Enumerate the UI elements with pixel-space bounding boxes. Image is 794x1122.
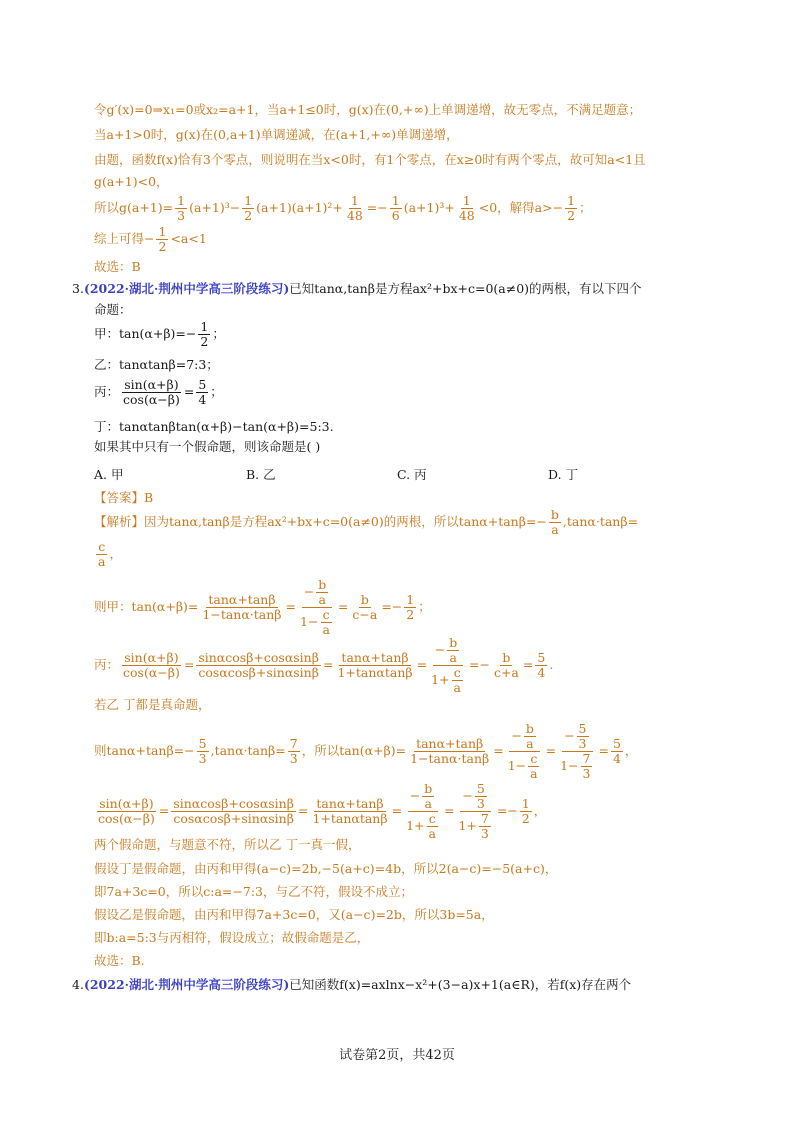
option-b[interactable]: B. 乙 [246, 467, 276, 482]
option-c[interactable]: C. 丙 [397, 467, 427, 482]
analysis-line: $\frac{c}{a}$ ， [98, 539, 122, 569]
analysis-line: 则甲：tan(α+β)= $\frac{\tan\alpha+\tan\beta}{1-\tan\alpha\cdot\tan\beta}$ = − $\frac{b}{a}$ 1− $\frac{c}{a}$ = $\frac{b}{c-a}$ =− $\frac{1}{2}$ ； [94, 577, 431, 637]
analysis-line: 假设丁是假命题，由丙和甲得(a−c)=2b,−5(a+c)=4b，所以2(a−c)=−5(a+c)， [94, 861, 558, 876]
solution-line: 综上可得− $\frac{1}{2}$ <a<1 [94, 224, 207, 254]
solution-line: 所以g(a+1)= $\frac{1}{3}$ (a+1)³− $\frac{1}{2}$ (a+1)(a+1)²+ $\frac{1}{48}$ =− $\frac{1}{6}$ (a+1)³+ $\frac{1}{48}$ <0，解得a>− $\frac{1}{2}$ ； [94, 193, 592, 223]
analysis-line: 若乙 丁都是真命题， [94, 697, 211, 712]
option-d[interactable]: D. 丁 [548, 467, 579, 482]
question-source: (2022·湖北·荆州中学高三阶段练习) [83, 977, 290, 992]
solution-line: 令g′(x)=0⇒x₁=0或x₂=a+1，当a+1≤0时，g(x)在(0,+∞)上单调递增，故无零点，不满足题意； [94, 102, 642, 117]
solution-line: g(a+1)<0， [94, 174, 169, 189]
analysis-line: 即7a+3c=0，所以c:a=−7:3，与乙不符，假设不成立； [94, 884, 413, 899]
analysis-line: 即b:a=5:3与丙相符，假设成立；故假命题是乙， [94, 930, 370, 945]
proposition-yi: 乙：tanαtanβ=7:3； [94, 357, 219, 372]
analysis-line: $\frac{\sin(\alpha+\beta)}{\cos(\alpha-\beta)}$ = $\frac{\sin\alpha\cos\beta+\cos\alpha\sin\beta}{\cos\alpha\cos\beta+\sin\alpha\sin\beta}$ = $\frac{\tan\alpha+\tan\beta}{1+\tan\alpha\tan\beta}$ = − $\frac{b}{a}$ 1+ $\frac{c}{a}$ = − $\frac{5}{3}$ 1+ $\frac{7}{3}$ =− $\frac{1}{2}$ ， [98, 781, 547, 841]
question-3-stem: 3.(2022·湖北·荆州中学高三阶段练习)已知tanα,tanβ是方程ax²+bx+c=0(a≠0)的两根，有以下四个 [72, 281, 642, 296]
analysis-line: 丙： $\frac{\sin(\alpha+\beta)}{\cos(\alpha-\beta)}$ = $\frac{\sin\alpha\cos\beta+\cos\alpha\sin\beta}{\cos\alpha\cos\beta+\sin\alpha\sin\beta}$ = $\frac{\tan\alpha+\tan\beta}{1+\tan\alpha\tan\beta}$ = − $\frac{b}{a}$ 1+ $\frac{c}{a}$ =− $\frac{b}{c+a}$ = $\frac{5}{4}$ . [94, 635, 554, 695]
page-footer: 试卷第2页，共42页 [339, 1048, 455, 1063]
analysis-line: 故选：B. [94, 953, 145, 968]
analysis-line: 【解析】因为tanα,tanβ是方程ax²+bx+c=0(a≠0)的两根，所以tanα+tanβ=− $\frac{b}{a}$ ,tanα·tanβ= [94, 507, 639, 537]
analysis-line: 则tanα+tanβ=− $\frac{5}{3}$ ,tanα·tanβ= $\frac{7}{3}$ ，所以tan(α+β)= $\frac{\tan\alpha+\tan\beta}{1-\tan\alpha\cdot\tan\beta}$ = − $\frac{b}{a}$ 1− $\frac{c}{a}$ = − $\frac{5}{3}$ 1− $\frac{7}{3}$ = $\frac{5}{4}$ ， [94, 721, 638, 781]
solution-line: 当a+1>0时，g(x)在(0,a+1)单调递减，在(a+1,+∞)单调递增， [94, 127, 459, 142]
question-4-stem: 4.(2022·湖北·荆州中学高三阶段练习)已知函数f(x)=axlnx−x²+(3−a)x+1(a∈R)，若f(x)存在两个 [72, 977, 632, 992]
question-3-ask: 如果其中只有一个假命题，则该命题是( ) [94, 439, 321, 454]
solution-line: 故选：B [94, 259, 141, 274]
option-a[interactable]: A. 甲 [94, 467, 124, 482]
question-source: (2022·湖北·荆州中学高三阶段练习) [83, 281, 290, 296]
question-3-stem: 命题： [94, 302, 132, 317]
proposition-jia: 甲：tan(α+β)=− $\frac{1}{2}$ ； [94, 319, 225, 349]
proposition-ding: 丁：tanαtanβtan(α+β)−tan(α+β)=5:3. [94, 419, 334, 434]
analysis-line: 两个假命题，与题意不符，所以乙 丁一真一假， [94, 837, 361, 852]
answer-label: 【答案】B [94, 490, 154, 505]
solution-line: 由题，函数f(x)恰有3个零点，则说明在当x<0时，有1个零点，在x≥0时有两个零点，故可知a<1且 [94, 152, 646, 167]
analysis-line: 假设乙是假命题，由丙和甲得7a+3c=0，又(a−c)=2b，所以3b=5a， [94, 907, 494, 922]
proposition-bing: 丙： $\frac{\sin(\alpha+\beta)}{\cos(\alpha-\beta)}$ = $\frac{5}{4}$ ； [94, 377, 223, 407]
